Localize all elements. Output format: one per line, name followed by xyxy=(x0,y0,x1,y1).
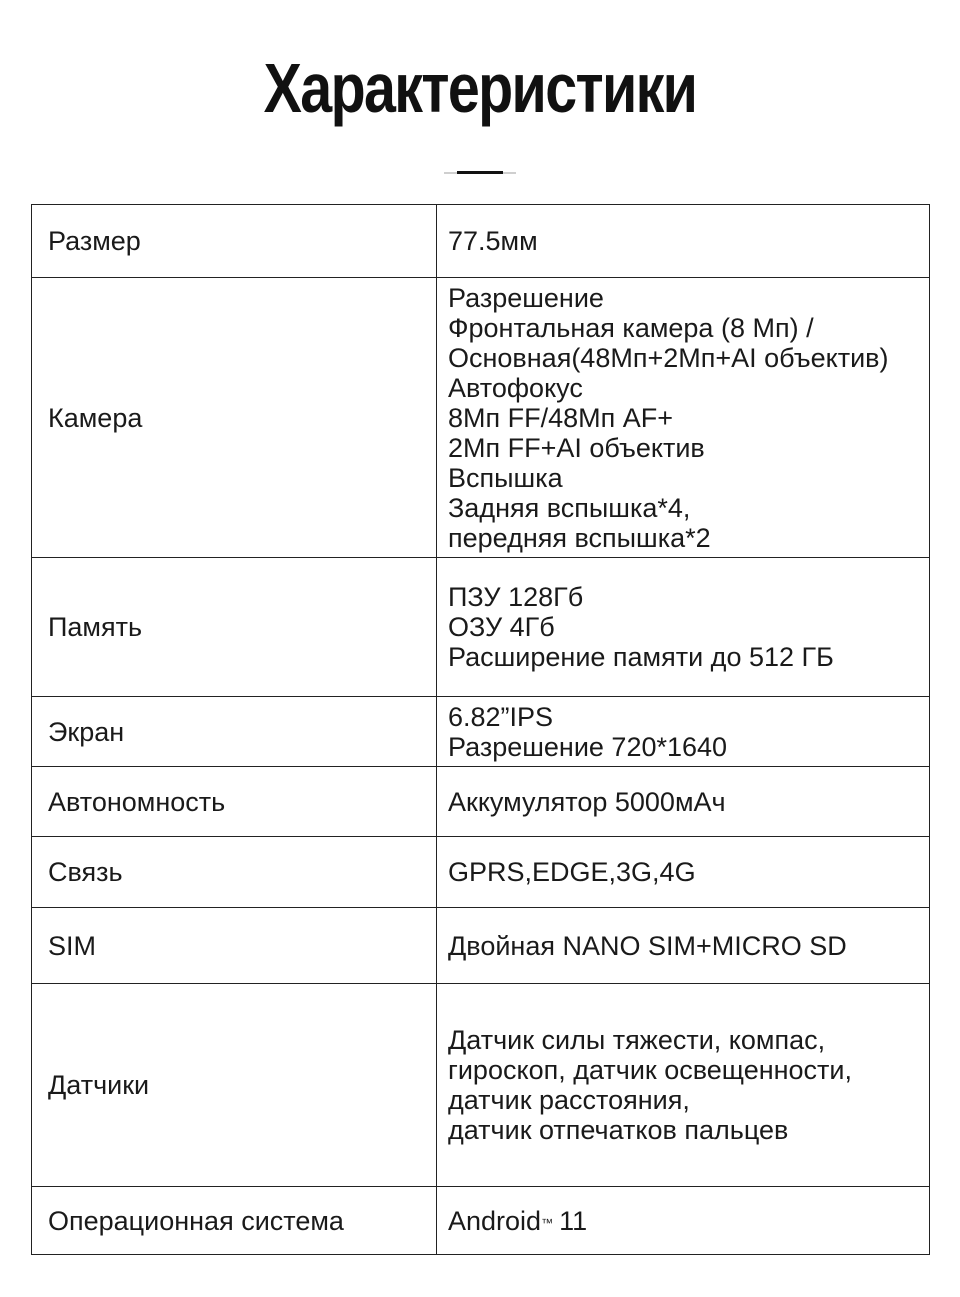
value-line: Автофокус xyxy=(448,372,583,403)
value-line: 77.5мм xyxy=(448,226,538,256)
spec-label-os: Операционная система xyxy=(32,1187,437,1255)
spec-value-size xyxy=(437,205,930,278)
value-line: Задняя вспышка*4, xyxy=(448,492,691,523)
spec-label-connectivity: Связь xyxy=(32,837,437,908)
spec-value-sensors xyxy=(437,984,930,1187)
value-line: Датчик силы тяжести, компас, xyxy=(448,1025,826,1055)
table-row xyxy=(32,984,930,1187)
table-row xyxy=(32,558,930,697)
value-line: 8Мп FF/48Мп AF+ xyxy=(448,402,674,433)
spec-value-screen xyxy=(437,697,930,767)
value-line: передняя вспышка*2 xyxy=(448,522,711,553)
table-row xyxy=(32,767,930,837)
value-line: Основная(48Мп+2Мп+AI объектив) xyxy=(448,342,889,373)
os-version: 11 xyxy=(559,1205,588,1236)
value-line: ОЗУ 4Гб xyxy=(448,612,555,642)
table-row xyxy=(32,1187,930,1255)
os-name: Android xyxy=(448,1205,542,1236)
table-row xyxy=(32,837,930,908)
table-row xyxy=(32,697,930,767)
spec-value-connectivity xyxy=(437,837,930,908)
value-line xyxy=(448,1206,929,1236)
value-line: датчик расстояния, xyxy=(448,1085,690,1115)
value-line: ПЗУ 128Гб xyxy=(448,582,584,612)
value-line: датчик отпечатков пальцев xyxy=(448,1115,789,1145)
spec-label-sensors: Датчики xyxy=(32,984,437,1187)
table-row xyxy=(32,278,930,558)
value-line: Фронтальная камера (8 Мп) / xyxy=(448,312,814,343)
value-line: Двойная NANO SIM+MICRO SD xyxy=(448,930,847,961)
trademark-symbol: ™ xyxy=(541,1215,554,1230)
value-line: GPRS,EDGE,3G,4G xyxy=(448,857,696,887)
value-line: 2Мп FF+AI объектив xyxy=(448,432,705,463)
value-line: 6.82”IPS xyxy=(448,701,554,732)
value-line: Вспышка xyxy=(448,462,563,493)
spec-table xyxy=(31,204,930,1255)
page-title: Характеристики xyxy=(263,49,697,127)
table-row xyxy=(32,908,930,984)
spec-label-camera: Камера xyxy=(32,278,437,558)
table-row xyxy=(32,205,930,278)
spec-label-memory: Память xyxy=(32,558,437,697)
spec-label-screen: Экран xyxy=(32,697,437,767)
spec-label-size: Размер xyxy=(32,205,437,278)
spec-value-sim xyxy=(437,908,930,984)
spec-label-battery: Автономность xyxy=(32,767,437,837)
value-line: Разрешение 720*1640 xyxy=(448,731,728,762)
spec-value-battery xyxy=(437,767,930,837)
value-line: Расширение памяти до 512 ГБ xyxy=(448,642,834,672)
title-divider-accent xyxy=(457,171,503,174)
spec-value-os xyxy=(437,1187,930,1255)
value-line: Аккумулятор 5000мАч xyxy=(448,786,726,817)
value-line: гироскоп, датчик освещенности, xyxy=(448,1055,853,1085)
spec-value-camera xyxy=(437,278,930,558)
spec-value-memory xyxy=(437,558,930,697)
spec-label-sim: SIM xyxy=(32,908,437,984)
value-line: Разрешение xyxy=(448,282,604,313)
